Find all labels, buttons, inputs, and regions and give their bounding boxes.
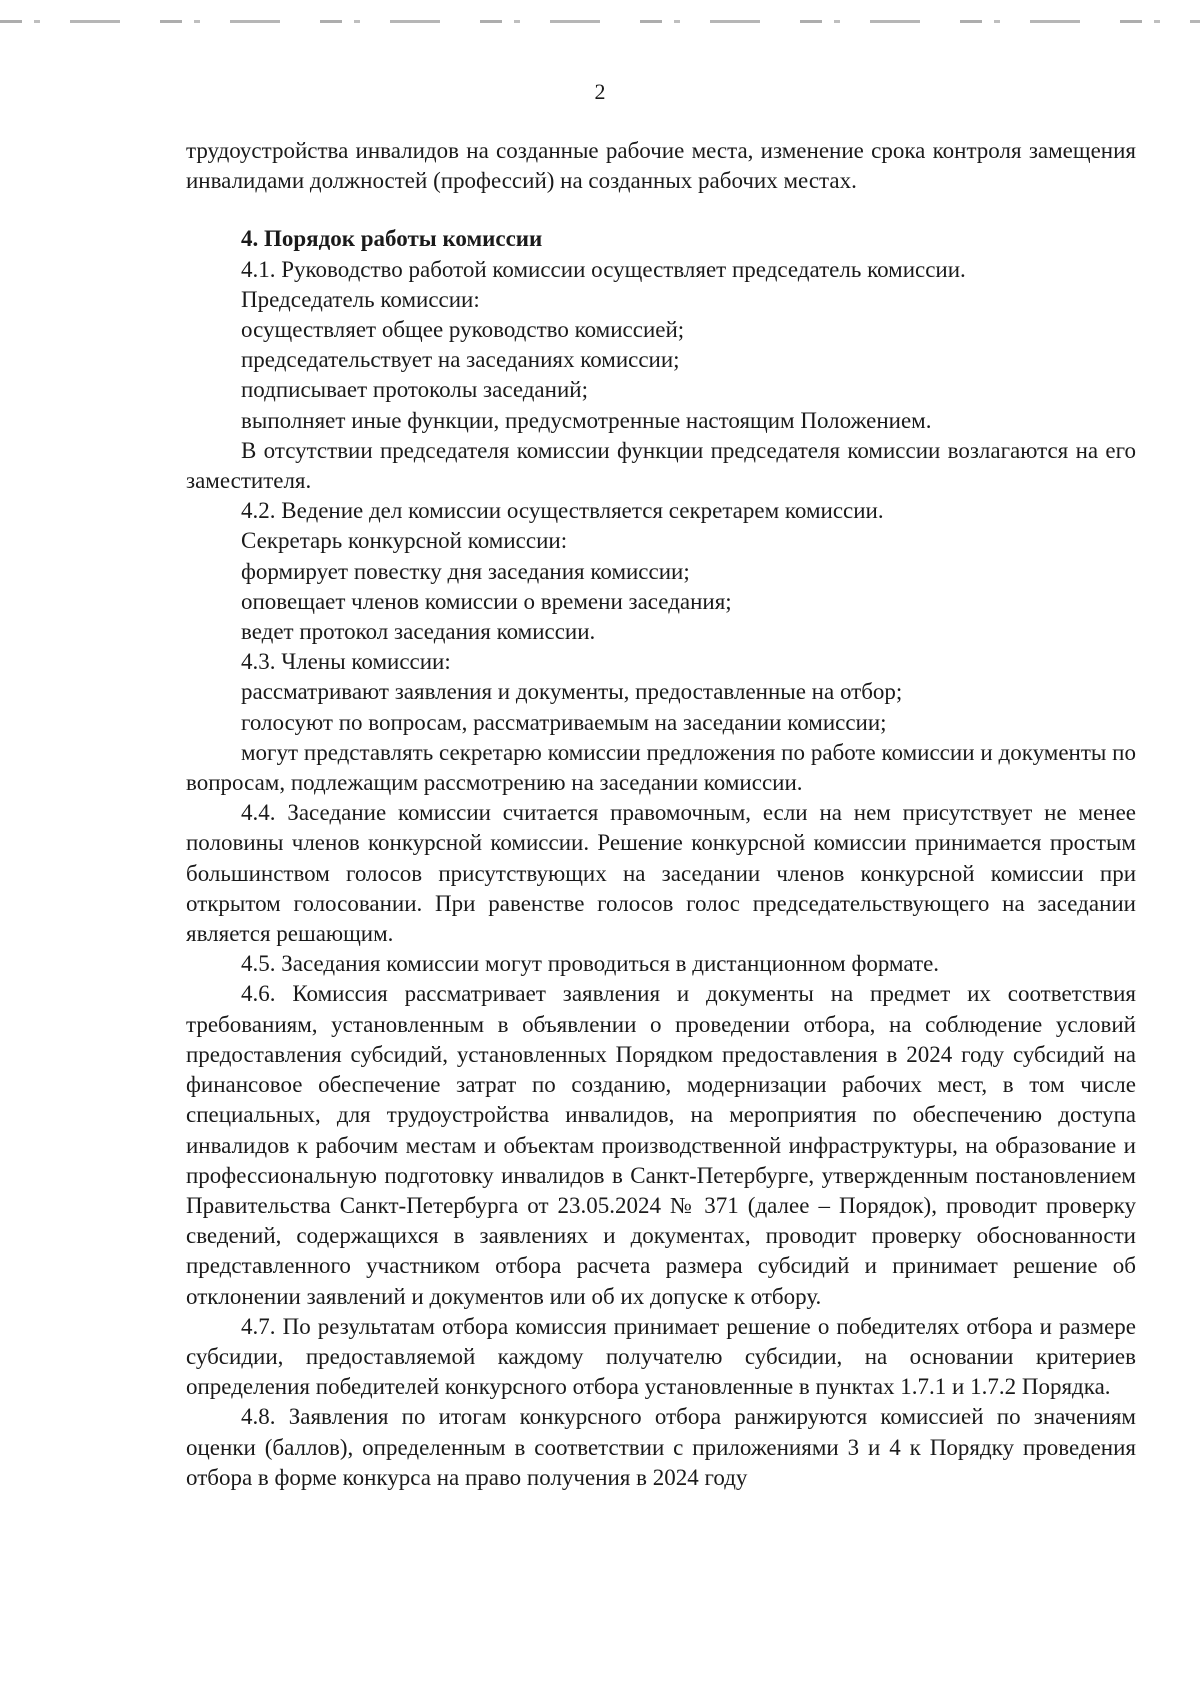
list-item: подписывает протоколы заседаний;	[241, 377, 588, 403]
paragraph-4-1: 4.1. Руководство работой комиссии осуществляет председатель комиссии.	[241, 256, 966, 282]
list-heading-secretary: Секретарь конкурсной комиссии:	[241, 528, 568, 554]
list-item: ведет протокол заседания комиссии.	[241, 619, 596, 645]
page-number: 2	[594, 79, 606, 104]
list-heading-chairman: Председатель комиссии:	[241, 286, 480, 312]
list-item: формирует повестку дня заседания комиссии;	[241, 558, 690, 584]
scan-edge-artifact	[0, 20, 1200, 23]
paragraph-4-8: 4.8. Заявления по итогам конкурсного отбора ранжируются комиссией по значениям оценки (баллов), определенным в соответствии с приложениями 3 и 4 к Порядку проведения отбора в форме конкурса на право получения в 2024 году	[186, 1404, 1136, 1490]
list-item: рассматривают заявления и документы, предоставленные на отбор;	[241, 679, 903, 705]
list-item: голосуют по вопросам, рассматриваемым на заседании комиссии;	[241, 709, 887, 735]
list-item: выполняет иные функции, предусмотренные настоящим Положением.	[241, 407, 932, 433]
paragraph-4-6: 4.6. Комиссия рассматривает заявления и документы на предмет их соответствия требованиям, установленным в объявлении о проведении отбора, на соблюдение условий предоставления субсидий, установленных Порядком предоставления в 2024 году субсидий на финансовое обеспечение затрат по созданию, модернизации рабочих мест, в том числе специальных, для трудоустройства инвалидов, на мероприятия по обеспечению доступа инвалидов к рабочим местам и объектам производственной инфраструктуры, на образование и профессиональную подготовку инвалидов в Санкт-Петербурге, утвержденным постановлением Правительства Санкт-Петербурга от 23.05.2024 № 371 (далее – Порядок), проводит проверку сведений, содержащихся в заявлениях и документах, проводит проверку обоснованности представленного участником отбора расчета размера субсидий и принимает решение об отклонении заявлений и документов или об их допуске к отбору.	[186, 981, 1136, 1309]
paragraph-4-4: 4.4. Заседание комиссии считается правомочным, если на нем присутствует не менее половины членов конкурсной комиссии. Решение конкурсной комиссии принимается простым большинством голосов присутствующих на заседании членов конкурсной комиссии при открытом голосовании. При равенстве голосов голос председательствующего на заседании является решающим.	[186, 800, 1136, 947]
list-item: оповещает членов комиссии о времени заседания;	[241, 588, 732, 614]
list-item: могут представлять секретарю комиссии предложения по работе комиссии и документы по вопросам, подлежащим рассмотрению на заседании комиссии.	[186, 739, 1136, 796]
paragraph-4-3: 4.3. Члены комиссии:	[241, 649, 451, 675]
list-item: осуществляет общее руководство комиссией;	[241, 317, 685, 343]
paragraph-4-2: 4.2. Ведение дел комиссии осуществляется секретарем комиссии.	[241, 498, 884, 524]
paragraph-deputy: В отсутствии председателя комиссии функции председателя комиссии возлагаются на его заместителя.	[186, 437, 1136, 494]
section-heading: 4. Порядок работы комиссии	[241, 226, 543, 252]
list-item: председательствует на заседаниях комиссии;	[241, 347, 680, 373]
paragraph-continuation: трудоустройства инвалидов на созданные рабочие места, изменение срока контроля замещения инвалидами должностей (профессий) на созданных рабочих местах.	[186, 138, 1136, 194]
paragraph-4-7: 4.7. По результатам отбора комиссия принимает решение о победителях отбора и размере субсидии, предоставляемой каждому получателю субсидии, на основании критериев определения победителей конкурсного отбора установленные в пунктах 1.7.1 и 1.7.2 Порядка.	[186, 1313, 1136, 1400]
paragraph-4-5: 4.5. Заседания комиссии могут проводиться в дистанционном формате.	[241, 951, 940, 977]
document-body	[186, 136, 1136, 1493]
